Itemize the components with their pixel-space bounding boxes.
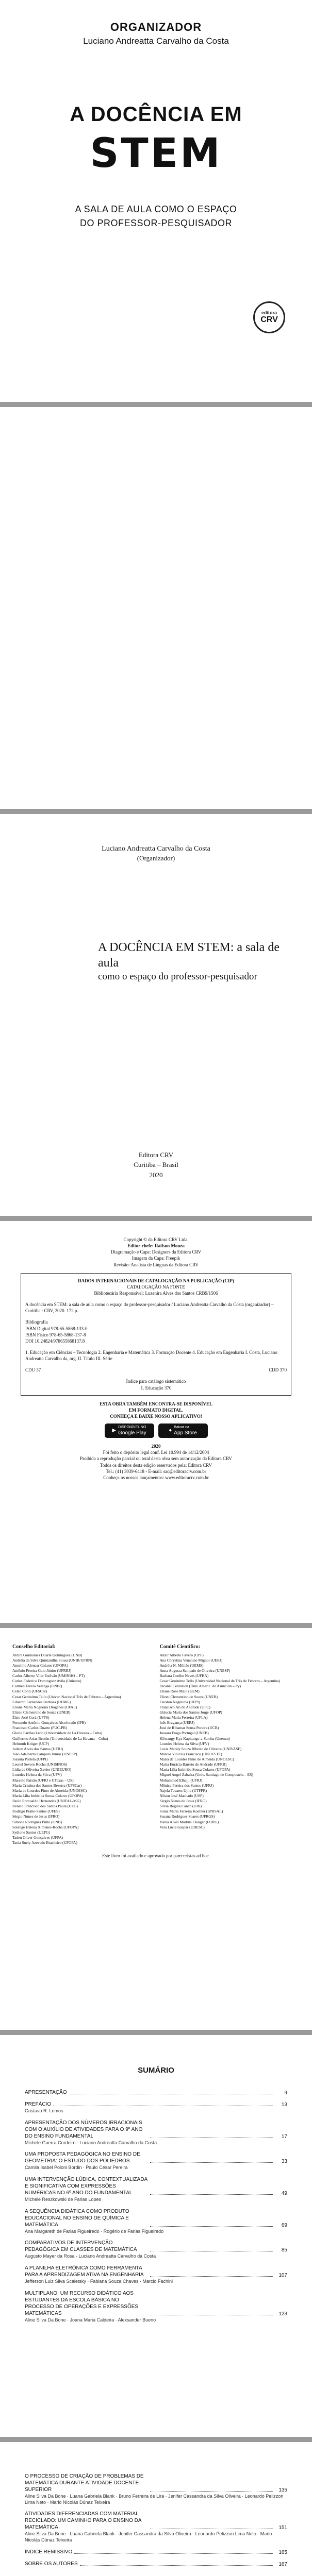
legal-line-5: Conheça os nossos lançamentos: www.editoracrv.com.br [103,1475,209,1480]
store-badges [21,1423,291,1438]
council-member: Altair Alberto Fávero (UPF) [159,1652,204,1657]
council-member: Jailson Alves dos Santos (UFRJ) [12,1746,63,1751]
app-line-1: ESTA OBRA TAMBÉM ENCONTRA-SE DISPONÍVEL [99,1401,213,1406]
council-member: Lucia Marisy Souza Ribeiro de Oliveira (UNIVASF) [159,1746,242,1751]
council-member: Barbara Coelho Neves (UFBA) [159,1673,209,1678]
toc-entry-page: 49 [281,2191,287,2197]
legal-year: 2020 [151,1444,161,1449]
toc-entry-page: 13 [281,2102,287,2108]
council-member: Simone Rodrigues Pinto (UNB) [12,1819,62,1824]
toc-entry-authors: Augusto Mayer da Rosa · Luciano Andreatta Carvalho da Costa [25,2253,156,2259]
council-member: Inês Bragança (UERJ) [159,1720,194,1725]
google-play-badge[interactable] [105,1423,154,1438]
toc-entry-title: ATIVIDADES DIFERENCIADAS COM MATERIAL RECICLADO: UM CAMINHO PARA O ENSINO DA MATEMÁTICA [25,2511,141,2531]
council-member: Antônio Pereira Gaio Júnior (UFRRJ) [12,1668,72,1673]
toc-entry-title: O PROCESSO DE CRIAÇÃO DE PROBLEMAS DE MATEMÁTICA DURANTE ATIVIDADE DOCENTE SUPERIOR [25,2473,144,2493]
title-page-organizer: Luciano Andreatta Carvalho da Costa [102,845,210,853]
council-member: Najela Tavares Ujiie (UTFPR) [159,1788,207,1793]
council-member: Elione Maria Nogueira Diogenes (UFAL) [12,1704,77,1709]
council-member: Cesar Gerónimo Tello (Univer. Nacional Três de Febrero – Argentina) [12,1694,121,1699]
toc-entry-row [25,2101,287,2108]
toc-entry-authors: Michele Reszkowski de Farias Lopes [25,2197,102,2202]
council-member: Anna Augusta Sampaio de Oliveira (UNESP) [159,1668,231,1673]
cip-title: DADOS INTERNACIONAIS DE CATALOGAÇÃO NA PUBLICAÇÃO (CIP) [78,1278,234,1283]
council-member: João Adalberto Campato Junior (UNESP) [12,1751,77,1756]
revision-line: Revisão: Analista de Línguas da Editora CRV [113,1262,199,1267]
toc-entry-row [25,2208,287,2228]
council-member: Maria de Lourdes Pinto de Almeida (UNOESC) [12,1788,87,1793]
toc-entry-title: COMPARATIVOS DE INTERVENÇÃO PEDAGÓGICA EM CLASSES DE MATEMÁTICA [25,2240,137,2253]
cover-title: A DOCÊNCIA EM [70,103,242,126]
council-member: Maria Cristina dos Santos Bezerra (UFSCar) [12,1783,82,1788]
council-member: Marcelo Paixão (UFRJ e UTexas – US) [12,1777,74,1783]
index-title: Índice para catálogo sistemático [126,1379,186,1384]
toc-entry-authors: Aline Silva Da Bone · Luana Gabriela Blank · Jenifer Cassandra da Silva Oliveira · Leonardo Pelizzon Lima Neto · Marlo Nicolás Dúnaz Teixeira [25,2531,272,2543]
title-page-subtitle: como o espaço do professor-pesquisador [98,971,257,982]
council-member: Celso Conti (UFSCar) [12,1689,47,1694]
council-member: Tania Suely Azevedo Brasileiro (UFOPA) [12,1840,77,1845]
council-member: Francisco Carlos Duarte (PUC-PR) [12,1725,68,1731]
google-play-small: DISPONÍVEL NO [118,1425,146,1429]
legal-line-2: Proibida a reprodução parcial ou total desta obra sem autorização da Editora CRV [80,1456,232,1462]
council-member: Maria Lília Imbiriba Sousa Colares (UFOPA) [159,1767,231,1772]
publisher-logo-icon [253,301,285,333]
scientific-committee-list [160,1653,300,1830]
council-member: Josania Portela (UFPI) [12,1757,48,1761]
copyright-page [0,1221,312,1623]
council-member: Jussara Fraga Portugal (UNEB) [159,1731,209,1736]
toc-entry-title: A PLANILHA ELETRÔNICA COMO FERRAMENTA PARA A APRENDIZAGEM ATIVA NA ENGENHARIA [25,2265,144,2278]
cip-entry: A docência em STEM: a sala de aula como o espaço do professor-pesquisador / Luciano Andreatta Carvalho da Costa (organizador) – Curitiba : CRV, 2020. 172 p. [25,1302,274,1314]
council-member: Cesar Gerónimo Tello (Universidad Nacional de Três de Febrero – Argentina) [159,1679,281,1684]
council-member: Élsio José Corá (UFFS) [12,1715,50,1720]
legal-line-4: Tel.: (41) 3039-6418 - E-mail: sac@editoracrv.com.br [106,1468,206,1474]
council-member: Fernando Antônio Gonçalves Alcoforado (IPB) [12,1720,86,1725]
toc-leader-dots [150,2162,273,2163]
toc-entry-row [25,2511,287,2531]
toc-entry[interactable] [25,2473,287,2505]
toc-leader-dots [150,2491,273,2492]
apple-icon: ● [169,1428,172,1434]
council-member: Diosnel Centurion (Univ Americ. de Asunción – Py) [159,1684,241,1689]
design-line: Diagramação e Capa: Designers da Editora CRV [110,1249,202,1255]
toc-leader-dots [150,2226,273,2227]
cover-image-line: Imagem da Capa: Freepik [132,1256,180,1261]
council-member: Leonel Severo Rocha (UNISINOS) [12,1762,68,1767]
council-member: Carlos Federico Dominguez Avila (Unieuro) [12,1679,81,1684]
toc-leader-dots [150,2194,273,2195]
legal-line-3: Todos os direitos desta edição reservados pela: Editora CRV [100,1462,212,1468]
council-member: Maria Lília Imbiriba Sousa Colares (UFOPA) [12,1793,83,1798]
cdu: CDU 37 [25,1367,41,1373]
cover-subtitle-line2: DO PROFESSOR-PESQUISADOR [79,218,233,228]
council-member: Mônica Pereira dos Santos (UFRJ) [159,1783,214,1788]
council-member: Elizeu Clementino de Souza (UNEB) [159,1694,218,1699]
publisher-city: Curitiba – Brasil [134,1161,178,1168]
legal-block [21,1443,291,1481]
classification-row [25,1367,287,1373]
cover-subtitle [21,202,291,230]
cip-bibliography: Bibliografia [25,1319,48,1325]
council-columns [12,1643,300,1845]
council-member: Kilwangy Kya Kapitango-a-Samba (Unemat) [159,1736,230,1741]
toc-entry-row [25,2240,287,2253]
toc-entry-row [25,2549,287,2555]
toc-entry-row [25,2473,287,2493]
council-member: Tadeu Oliver Gonçalves (UFPA) [12,1835,63,1840]
council-page [0,1628,312,2030]
toc-entry-title: A SEQUÊNCIA DIDÁTICA COMO PRODUTO EDUCACIONAL NO ENSINO DE QUÍMICA E MATEMÁTICA [25,2208,129,2228]
council-member: Solange Helena Ximenes-Rocha (UFOPA) [12,1824,79,1829]
publisher-name: Editora CRV [138,1150,174,1159]
logo-top-text: editora [261,310,277,315]
toc-entry[interactable] [25,2265,287,2285]
council-member: Fauston Negreiros (UFPI) [159,1699,200,1704]
council-member: Andréia da Silva Quintanilha Sousa (UNIR/UFRN) [12,1657,92,1663]
google-play-label: Google Play [118,1430,146,1436]
toc-entry-page: 165 [278,2549,287,2555]
council-member: Mohammed Elhajji (UFRJ) [159,1777,202,1783]
council-member: Eduardo Fernandes Barbosa (UFMG) [12,1699,71,1704]
toc-entry-authors: Aline Silva Da Bone · Joana Maria Caldeira · Alexsander Bueno [25,2317,156,2323]
toc-entry[interactable] [25,2151,287,2171]
toc-entry-page: 69 [281,2222,287,2228]
toc-entry-page: 85 [281,2247,287,2253]
app-store-label: App Store [174,1430,197,1436]
council-member: Eliane Rose Maio (UEM) [159,1689,200,1694]
toc-entry[interactable] [25,2089,287,2096]
toc-entry[interactable] [25,2208,287,2235]
toc-entry[interactable] [25,2176,287,2203]
cip-subtitle: CATALOGAÇÃO NA FONTE [127,1284,185,1290]
app-line-2: EM FORMATO DIGITAL. [128,1407,184,1413]
council-member: José de Ribamar Sousa Pereira (UCB) [159,1725,219,1731]
toc-list-1 [25,2089,287,2324]
toc-entry-authors: Camila Isabel Poloni Bordin · Paulo César Pereira [25,2165,128,2171]
toc-entry-page: 17 [281,2133,287,2140]
council-member: Vânia Alves Martins Chaigar (FURG) [159,1819,219,1824]
council-member: Maria de Lourdes Pinto de Almeida (UNOESC) [159,1757,234,1761]
council-member: Ana Chrystina Venancio Mignot (UERJ) [159,1657,223,1663]
toc-page-1 [0,2035,312,2437]
toc-entry[interactable] [25,2240,287,2260]
council-member: Gloria Fariñas León (Universidade de La Havana – Cuba) [12,1731,103,1736]
council-member: Elizeu Clementino de Souza (UNEB) [12,1709,71,1715]
toc-entry[interactable] [25,2120,287,2146]
council-member: Lídia de Oliveira Xavier (UNIEURO) [12,1767,72,1772]
council-member: Anselmo Alencar Colares (UFOPA) [12,1663,68,1668]
editorial-council-title: Conselho Editorial: [12,1644,56,1650]
toc-entry-title: SOBRE OS AUTORES [25,2561,78,2567]
council-member: Renato Francisco dos Santos Paula (UFG) [12,1804,78,1809]
council-member: Lourdes Helena da Silva (UFV) [159,1741,209,1746]
council-member: Andréia N. Militão (UEMS) [159,1663,204,1668]
toc-entry-page: 135 [278,2487,287,2493]
toc-list-2 [25,2473,287,2567]
toc-entry-page: 9 [284,2090,287,2096]
cover-subtitle-line1: A SALA DE AULA COMO O ESPAÇO [75,204,237,214]
toc-entry-authors: Aline Silva Da Bone · Luana Gabriela Blank · Bruno Ferreira de Lira · Jenifer Cassandra da Silva Oliveira · Leonardo Pelizzon Lima Neto · Marlo Nicolás Dúnaz Teixeira [25,2494,284,2505]
toc-entry-row [25,2089,287,2096]
doi: DOI 10.24824/978655868137.8 [25,1338,85,1344]
toc-leader-dots [74,2553,273,2554]
council-member: Vera Lucia Gaspar (UDESC) [159,1824,205,1829]
toc-heading: SUMÁRIO [138,2066,174,2075]
isbn-digital: ISBN Digital 978-65-5868-133-0 [25,1326,88,1331]
index-entry: 1. Educação 370 [140,1385,172,1391]
council-member: Gláucia Maria dos Santos Jorge (UFOP) [159,1709,222,1715]
council-member: Helmuth Krüger (UCP) [12,1741,49,1746]
isbn-physical: ISBN Físico 978-65-5868-137-8 [25,1332,86,1337]
toc-entry[interactable] [25,2290,287,2324]
toc-entry-row [25,2176,287,2196]
toc-leader-dots [150,2276,273,2277]
council-member: Sérgio Nunes de Jesus (IFRO) [12,1814,60,1819]
app-line-3: CONHEÇA E BAIXE NOSSO APLICATIVO! [110,1413,202,1419]
council-member: Guillermo Arias Beatón (Universidade de La Havana – Cuba) [12,1736,108,1741]
editorial-council-list [12,1653,153,1846]
council-member: Silvia Regina Canan (URI) [159,1804,202,1809]
council-member: Marcos Vinicius Francisco (UNOESTE) [159,1751,222,1756]
organizer-name: Luciano Andreatta Carvalho da Costa [83,36,229,46]
toc-entry-title: MULTIPLANO: UM RECURSO DIDÁTICO AOS ESTUDANTES DA ESCOLA BÁSICA NO PROCESSO DE OPERAÇÕES E EXPRESSÕES MATEMÁTICAS [25,2290,139,2316]
title-page-publisher-block [0,1150,312,1180]
toc-entry-row [25,2120,287,2140]
toc-entry-title: UMA PROPOSTA PEDAGÓGICA NO ENSINO DE GEOMETRIA: O ESTUDO DOS POLIEDROS [25,2151,140,2164]
organizer-label: ORGANIZADOR [110,21,202,33]
legal-line-1: Foi feito o depósito legal conf. Lei 10.994 de 14/12/2004 [103,1450,209,1455]
toc-entry-page: 167 [278,2561,287,2567]
toc-entry-page: 123 [278,2311,287,2317]
council-member: Helena Maria Ferreira (UFLA) [159,1715,208,1720]
toc-entry-page: 33 [281,2159,287,2165]
title-page [0,814,312,1216]
toc-leader-dots [80,2565,273,2566]
cover-page [0,0,312,402]
play-icon: ▶ [112,1428,117,1434]
toc-entry-row [25,2265,287,2278]
toc-entry-title: PREFÁCIO [25,2102,52,2107]
copyright-credits [21,1236,291,1268]
toc-entry-title: APRESENTAÇÃO [25,2090,67,2095]
toc-entry-title: UMA INTERVENÇÃO LÚDICA, CONTEXTUALIZADA E SIGNIFICATIVA COM EXPRESSÕES NUMÉRICAS NO 6º ANO DO FUNDAMENTAL [25,2177,147,2196]
toc-entry-page: 151 [278,2525,287,2531]
toc-entry-page: 107 [278,2273,287,2279]
cip-librarian: Bibliotecária Responsável: Luzenira Alves dos Santos CRB9/1506 [94,1290,218,1296]
council-member: Sydione Santos (UEPG) [12,1829,50,1835]
logo-main-text: CRV [260,315,278,324]
toc-entry-row [25,2561,287,2567]
title-page-title: A DOCÊNCIA EM STEM: a sala de aula [98,941,280,970]
toc-entry-row [25,2290,287,2317]
council-member: Lourdes Helena da Silva (UFV) [12,1772,62,1777]
cip-box [21,1273,291,1396]
council-member: Francisco Ari de Andrade (UFC) [159,1704,210,1709]
toc-entry-authors: Gustavo R. Lemos [25,2108,63,2113]
toc-entry[interactable] [25,2549,287,2555]
council-member: Sérgio Nunes de Jesus (IFRO) [159,1799,207,1803]
editor-line: Editor-chefe: Railson Moura [127,1243,185,1249]
copyright-line: Copyright © da Editora CRV Ltda. [123,1237,189,1242]
council-member: Susana Rodrigues Soares (UFRGS) [159,1814,215,1819]
cip-subjects: 1. Educação em Ciências – Tecnologia 2. Engenharia e Matemática 3. Formação Docente 4. Educação em Engenharia I. Costa, Luciano Andreatta Carvalho da, org. II. Título III. Série [25,1349,277,1362]
app-store-small: Baixar na [174,1425,189,1429]
cdd: CDD 370 [269,1367,287,1373]
council-member: Paulo Romualdo Hernandes (UNIFAL-MG) [12,1799,81,1803]
peer-review-note: Este livro foi avaliado e aprovado por pareceristas ad hoc. [102,1853,210,1859]
toc-entry-row [25,2151,287,2164]
blank-page [0,407,312,809]
toc-entry-title: APRESENTAÇÃO DOS NÚMEROS IRRACIONAIS COM O AUXÍLIO DE ATIVIDADES PARA O 9º ANO DO ENSINO FUNDAMENTAL [25,2120,143,2139]
toc-entry-title: ÍNDICE REMISSIVO [25,2549,73,2555]
council-member: Carmen Tereza Velanga (UNIR) [12,1684,62,1689]
app-store-badge[interactable] [158,1423,208,1438]
scientific-committee [160,1643,300,1845]
toc-page-2 [0,2442,312,2576]
council-member: Sonia Maria Ferreira Koehler (UNISAL) [159,1809,223,1814]
toc-entry[interactable] [25,2561,287,2567]
council-member: Carlos Alberto Vilar Estêvão (UMINHO – PT) [12,1673,85,1678]
toc-entry-authors: Michele Guerra Cordeiro · Luciano Andreatta Carvalho da Costa [25,2140,157,2145]
publication-year: 2020 [149,1171,163,1179]
cover-title-stem: STEM [90,130,222,177]
title-page-organizer-role: (Organizador) [137,854,175,862]
editorial-council [12,1643,153,1845]
toc-entry[interactable] [25,2511,287,2543]
council-member: Nilson José Machado (USP) [159,1793,204,1798]
toc-entry-authors: Ana Margareth de Farias Figueiredo · Rogério de Farias Figueiredo [25,2228,164,2234]
app-notice [21,1401,291,1419]
scientific-committee-title: Comitê Científico: [159,1644,201,1650]
council-member: Aldira Guimarães Duarte Domínguez (UNB) [12,1652,83,1657]
toc-entry[interactable] [25,2101,287,2114]
council-member: Míguel Angel Zabalza (Univ. Santiago de Compostela – ES) [159,1772,253,1777]
toc-entry-authors: Jefferson Luiz Silva Scaletsky · Fabiana Souza Chaves · Marcio Fachini [25,2279,173,2284]
council-member: Rodrigo Pratte-Santos (UFES) [12,1809,60,1814]
council-member: Maria Eurácia Barreto de Andrade (UFRB) [159,1762,227,1767]
